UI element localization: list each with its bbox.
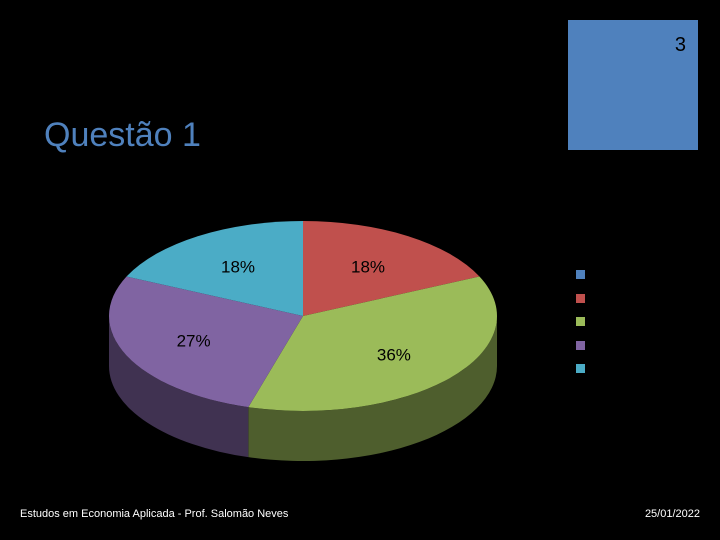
slide-number: 3 xyxy=(674,34,686,56)
legend-swatch-3 xyxy=(576,341,585,350)
slice-label-3: 18% xyxy=(220,257,256,277)
legend-swatch-0 xyxy=(576,270,585,279)
slice-label-0: 18% xyxy=(350,257,386,277)
slice-label-1: 36% xyxy=(376,345,411,365)
footer-text: Estudos em Economia Aplicada - Prof. Salomão Neves xyxy=(20,508,289,520)
legend-swatch-2 xyxy=(576,317,585,326)
footer-date: 25/01/2022 xyxy=(644,508,700,520)
chart-legend xyxy=(576,270,585,388)
legend-swatch-1 xyxy=(576,294,585,303)
legend-swatch-4 xyxy=(576,364,585,373)
slide-title: Questão 1 xyxy=(44,116,201,154)
slice-label-2: 27% xyxy=(176,331,211,351)
